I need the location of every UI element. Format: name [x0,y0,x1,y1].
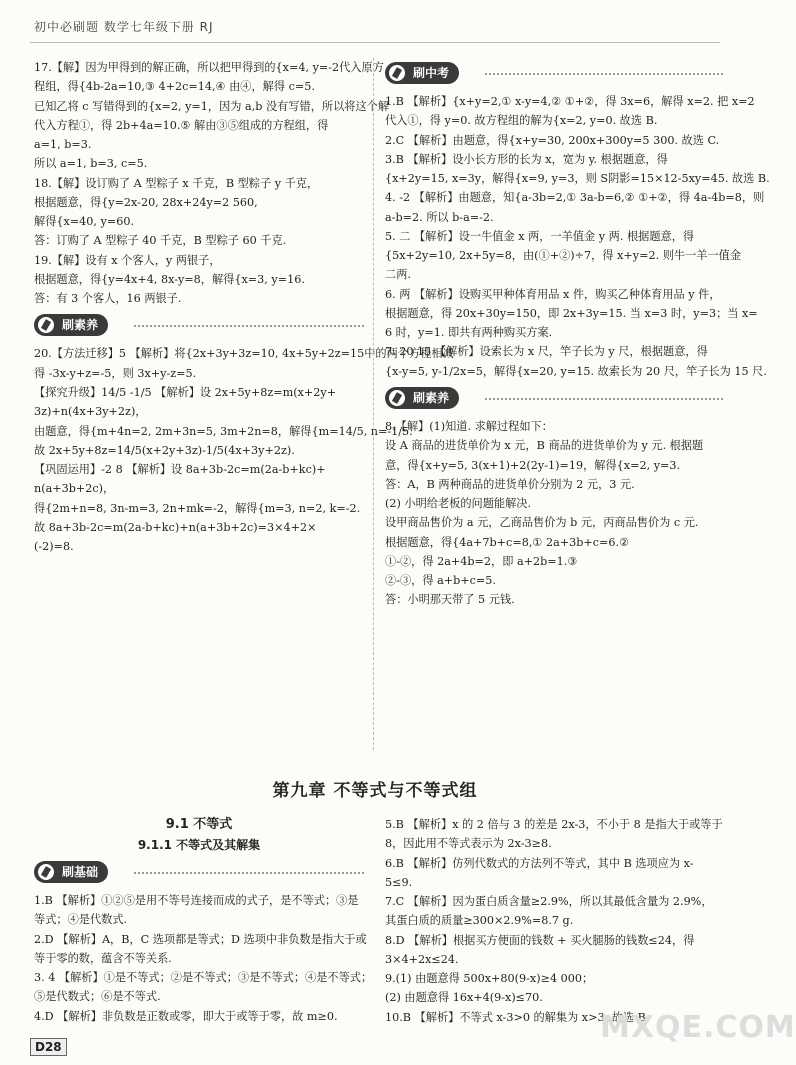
text-line: 8.D 【解析】根据买方便面的钱数 + 买火腿肠的钱数≤24，得 [385,933,695,947]
text-line: 设甲商品售价为 a 元，乙商品售价为 b 元，丙商品售价为 c 元. [385,516,699,530]
section-badge-label [385,387,459,409]
text-line: 3. 4 【解析】①是不等式；②是不等式；③是不等式；④是不等式； [34,971,373,985]
text-line: 8，因此用不等式表示为 2x-3≥8. [385,837,552,851]
section-badge-label [34,861,108,883]
text-line: 解得{x=40, y=60. [34,215,135,229]
text-line: 故 8a+3b-2c=m(2a-b+kc)+n(a+3b+2c)=3×4+2× [34,520,317,534]
text-line: (2) 小明给老板的问题能解决. [385,497,532,511]
text-line: 4.D 【解析】非负数是正数或零，即大于或等于零，故 m≥0. [34,1009,338,1023]
text-line: 根据题意，得 20x+30y=150，即 2x+3y=15. 当 x=3 时，y=3；当 x= [385,306,758,320]
text-line: 答：A，B 两种商品的进货单价分别为 2 元，3 元. [385,477,635,491]
section-title: 刷基础 [62,864,99,879]
text-line: 根据题意，得{4a+7b+c=8,① 2a+3b+c=6.② [385,535,630,549]
text-line: ⑤是代数式；⑥是不等式. [34,990,161,1004]
header-divider [30,42,720,43]
text-line: 答：小明那天带了 5 元钱. [385,593,515,607]
text-line: 3.B 【解析】设小长方形的长为 x，宽为 y. 根据题意，得 [385,152,668,166]
text-line: 7. 20 15 【解析】设索长为 x 尺，竿子长为 y 尺，根据题意，得 [385,345,708,359]
text-line: 根据题意，得{y=4x+4, 8x-y=8，解得{x=3, y=16. [34,272,305,286]
text-line: 10.B 【解析】不等式 x-3>0 的解集为 x>3. 故选 B. [385,1010,650,1024]
text-line: 2.C 【解析】由题意，得{x+y=30, 200x+300y=5 300. 故选 C. [385,133,720,147]
dotted-rule [485,73,723,75]
text-line: (-2)=8. [34,540,74,554]
pencil-icon [389,390,405,406]
text-line: 故 2x+5y+8z=14/5(x+2y+3z)-1/5(4x+3y+2z). [34,443,295,457]
text-line: (2) 由题意得 16x+4(9-x)≤70. [385,991,543,1005]
text-line: {5x+2y=10, 2x+5y=8，由(①+②)÷7，得 x+y=2. 则牛一羊一值金 [385,249,742,263]
text-line: 7.C 【解析】因为蛋白质含量≥2.9%，所以其最低含量为 2.9%， [385,895,713,909]
pencil-icon [38,317,54,333]
section-badge [34,314,364,340]
watermark-logo: MXQE.COM [600,1010,796,1045]
text-line: 2.D 【解析】A，B，C 选项都是等式；D 选项中非负数是指大于或 [34,932,367,946]
text-line: {x-y=5, y-1/2x=5，解得{x=20, y=15. 故索长为 20 尺，竿子长为 15 尺. [385,364,767,378]
text-line: 所以 a=1, b=3, c=5. [34,157,148,171]
text-line: ①-②，得 2a+4b=2，即 a+2b=1.③ [385,554,578,568]
section-title: 刷中考 [413,66,450,80]
pencil-icon [389,65,405,81]
bottom-right-column [385,815,723,1027]
page-number: D28 [30,1038,67,1056]
text-line: 意，得{x+y=5, 3(x+1)+2(2y-1)=19，解得{x=2, y=3. [385,458,681,472]
text-line: 9.(1) 由题意得 500x+80(9-x)≥4 000； [385,972,594,986]
text-line: 代入方程①，得 2b+4a=10.⑤ 解由③⑤组成的方程组，得 [34,118,329,132]
bottom-left-column [34,815,373,1026]
dotted-rule [134,325,364,327]
text-line: 19.【解】设有 x 个客人，y 两银子， [34,253,221,267]
subsection-heading: 9.1.1 不等式及其解集 [137,837,261,852]
text-line: 1.B 【解析】①②⑤是用不等号连接而成的式子，是不等式；③是 [34,893,359,907]
text-line: {x+2y=15, x=3y，解得{x=9, y=3，则 S阴影=15×12-5xy=45. 故选 B. [385,172,770,186]
text-line: 二两. [385,268,411,282]
text-line: n(a+3b+2c)， [34,482,115,496]
text-line: 4. -2 【解析】由题意，知{a-3b=2,① 3a-b=6,② ①+②，得 4a-4b=8，则 [385,191,765,205]
section-badge-label [34,314,108,336]
text-line: 1.B 【解析】{x+y=2,① x-y=4,② ①+②，得 3x=6，解得 x=2. 把 x=2 [385,95,755,108]
header-text: 初中必刷题 数学七年级下册 RJ [34,20,214,34]
text-line: 6 时，y=1. 即共有两种购买方案. [385,326,553,340]
text-line: 【探究升级】14/5 -1/5 【解析】设 2x+5y+8z=m(x+2y+ [34,385,337,399]
section-badge [34,861,364,887]
text-line: 等式；④是代数式. [34,913,128,927]
text-line: 根据题意，得{y=2x-20, 28x+24y=2 560, [34,195,258,209]
text-line: 由题意，得{m+4n=2, 2m+3n=5, 3m+2n=8，解得{m=14/5, n=-1/5. [34,424,413,438]
text-line: ②-③，得 a+b+c=5. [385,574,496,588]
section-badge-label [385,62,459,84]
right-column [385,56,770,610]
section-title: 刷素养 [413,390,450,405]
text-line: 等于零的数，蕴含不等关系. [34,951,172,965]
text-line: 6.B 【解析】仿列代数式的方法列不等式，其中 B 选项应为 x- [385,856,694,870]
text-line: 18.【解】设订购了 A 型粽子 x 千克，B 型粽子 y 千克， [34,176,319,190]
text-line: 5≤9. [385,875,413,889]
text-line: 5. 二 【解析】设一牛值金 x 两，一羊值金 y 两. 根据题意，得 [385,229,695,243]
section-badge [385,387,723,413]
section-badge [385,62,723,88]
text-line: 代入①，得 y=0. 故方程组的解为{x=2, y=0. 故选 B. [385,114,658,128]
text-line: 得 -3x-y+z=-5，则 3x+y-z=5. [34,366,197,380]
text-line: 已知乙将 c 写错得到的{x=2, y=1，因为 a,b 没有写错，所以将这个解 [34,99,390,113]
text-line: 答：订购了 A 型粽子 40 千克，B 型粽子 60 千克. [34,234,287,248]
text-line: 3×4+2x≤24. [385,952,459,966]
text-line: 程组，得{4b-2a=10,③ 4+2c=14,④ 由④，解得 c=5. [34,80,315,94]
column-divider [373,58,374,750]
page-header [30,10,720,48]
text-line: 20.【方法迁移】5 【解析】将{2x+3y+3z=10, 4x+5y+2z=15中的两个方程相减 [34,347,454,361]
text-line: 6. 两 【解析】设购买甲种体育用品 x 件，购买乙种体育用品 y 件， [385,287,721,301]
text-line: 答：有 3 个客人，16 两银子. [34,292,182,306]
text-line: 17.【解】因为甲得到的解正确，所以把甲得到的{x=4, y=-2代入原方 [34,61,384,74]
chapter-title: 第九章 不等式与不等式组 [272,781,478,801]
text-line: 3z)+n(4x+3y+2z)， [34,405,147,419]
text-line: 5.B 【解析】x 的 2 倍与 3 的差是 2x-3，不小于 8 是指大于或等于 [385,818,723,831]
text-line: 设 A 商品的进货单价为 x 元，B 商品的进货单价为 y 元. 根据题 [385,439,704,453]
text-line: a=1, b=3. [34,138,92,152]
section-heading: 9.1 不等式 [165,817,233,832]
dotted-rule [485,398,723,400]
text-line: 【巩固运用】-2 8 【解析】设 8a+3b-2c=m(2a-b+kc)+ [34,463,326,477]
text-line: 得{2m+n=8, 3n-m=3, 2n+mk=-2，解得{m=3, n=2, k=-2. [34,501,361,515]
text-line: a-b=2. 所以 b-a=-2. [385,210,494,224]
text-line: 8.【解】(1)知道. 求解过程如下： [385,419,553,433]
pencil-icon [38,864,54,880]
dotted-rule [134,872,364,874]
section-title: 刷素养 [62,318,99,333]
text-line: 其蛋白质的质量≥300×2.9%=8.7 g. [385,914,574,928]
